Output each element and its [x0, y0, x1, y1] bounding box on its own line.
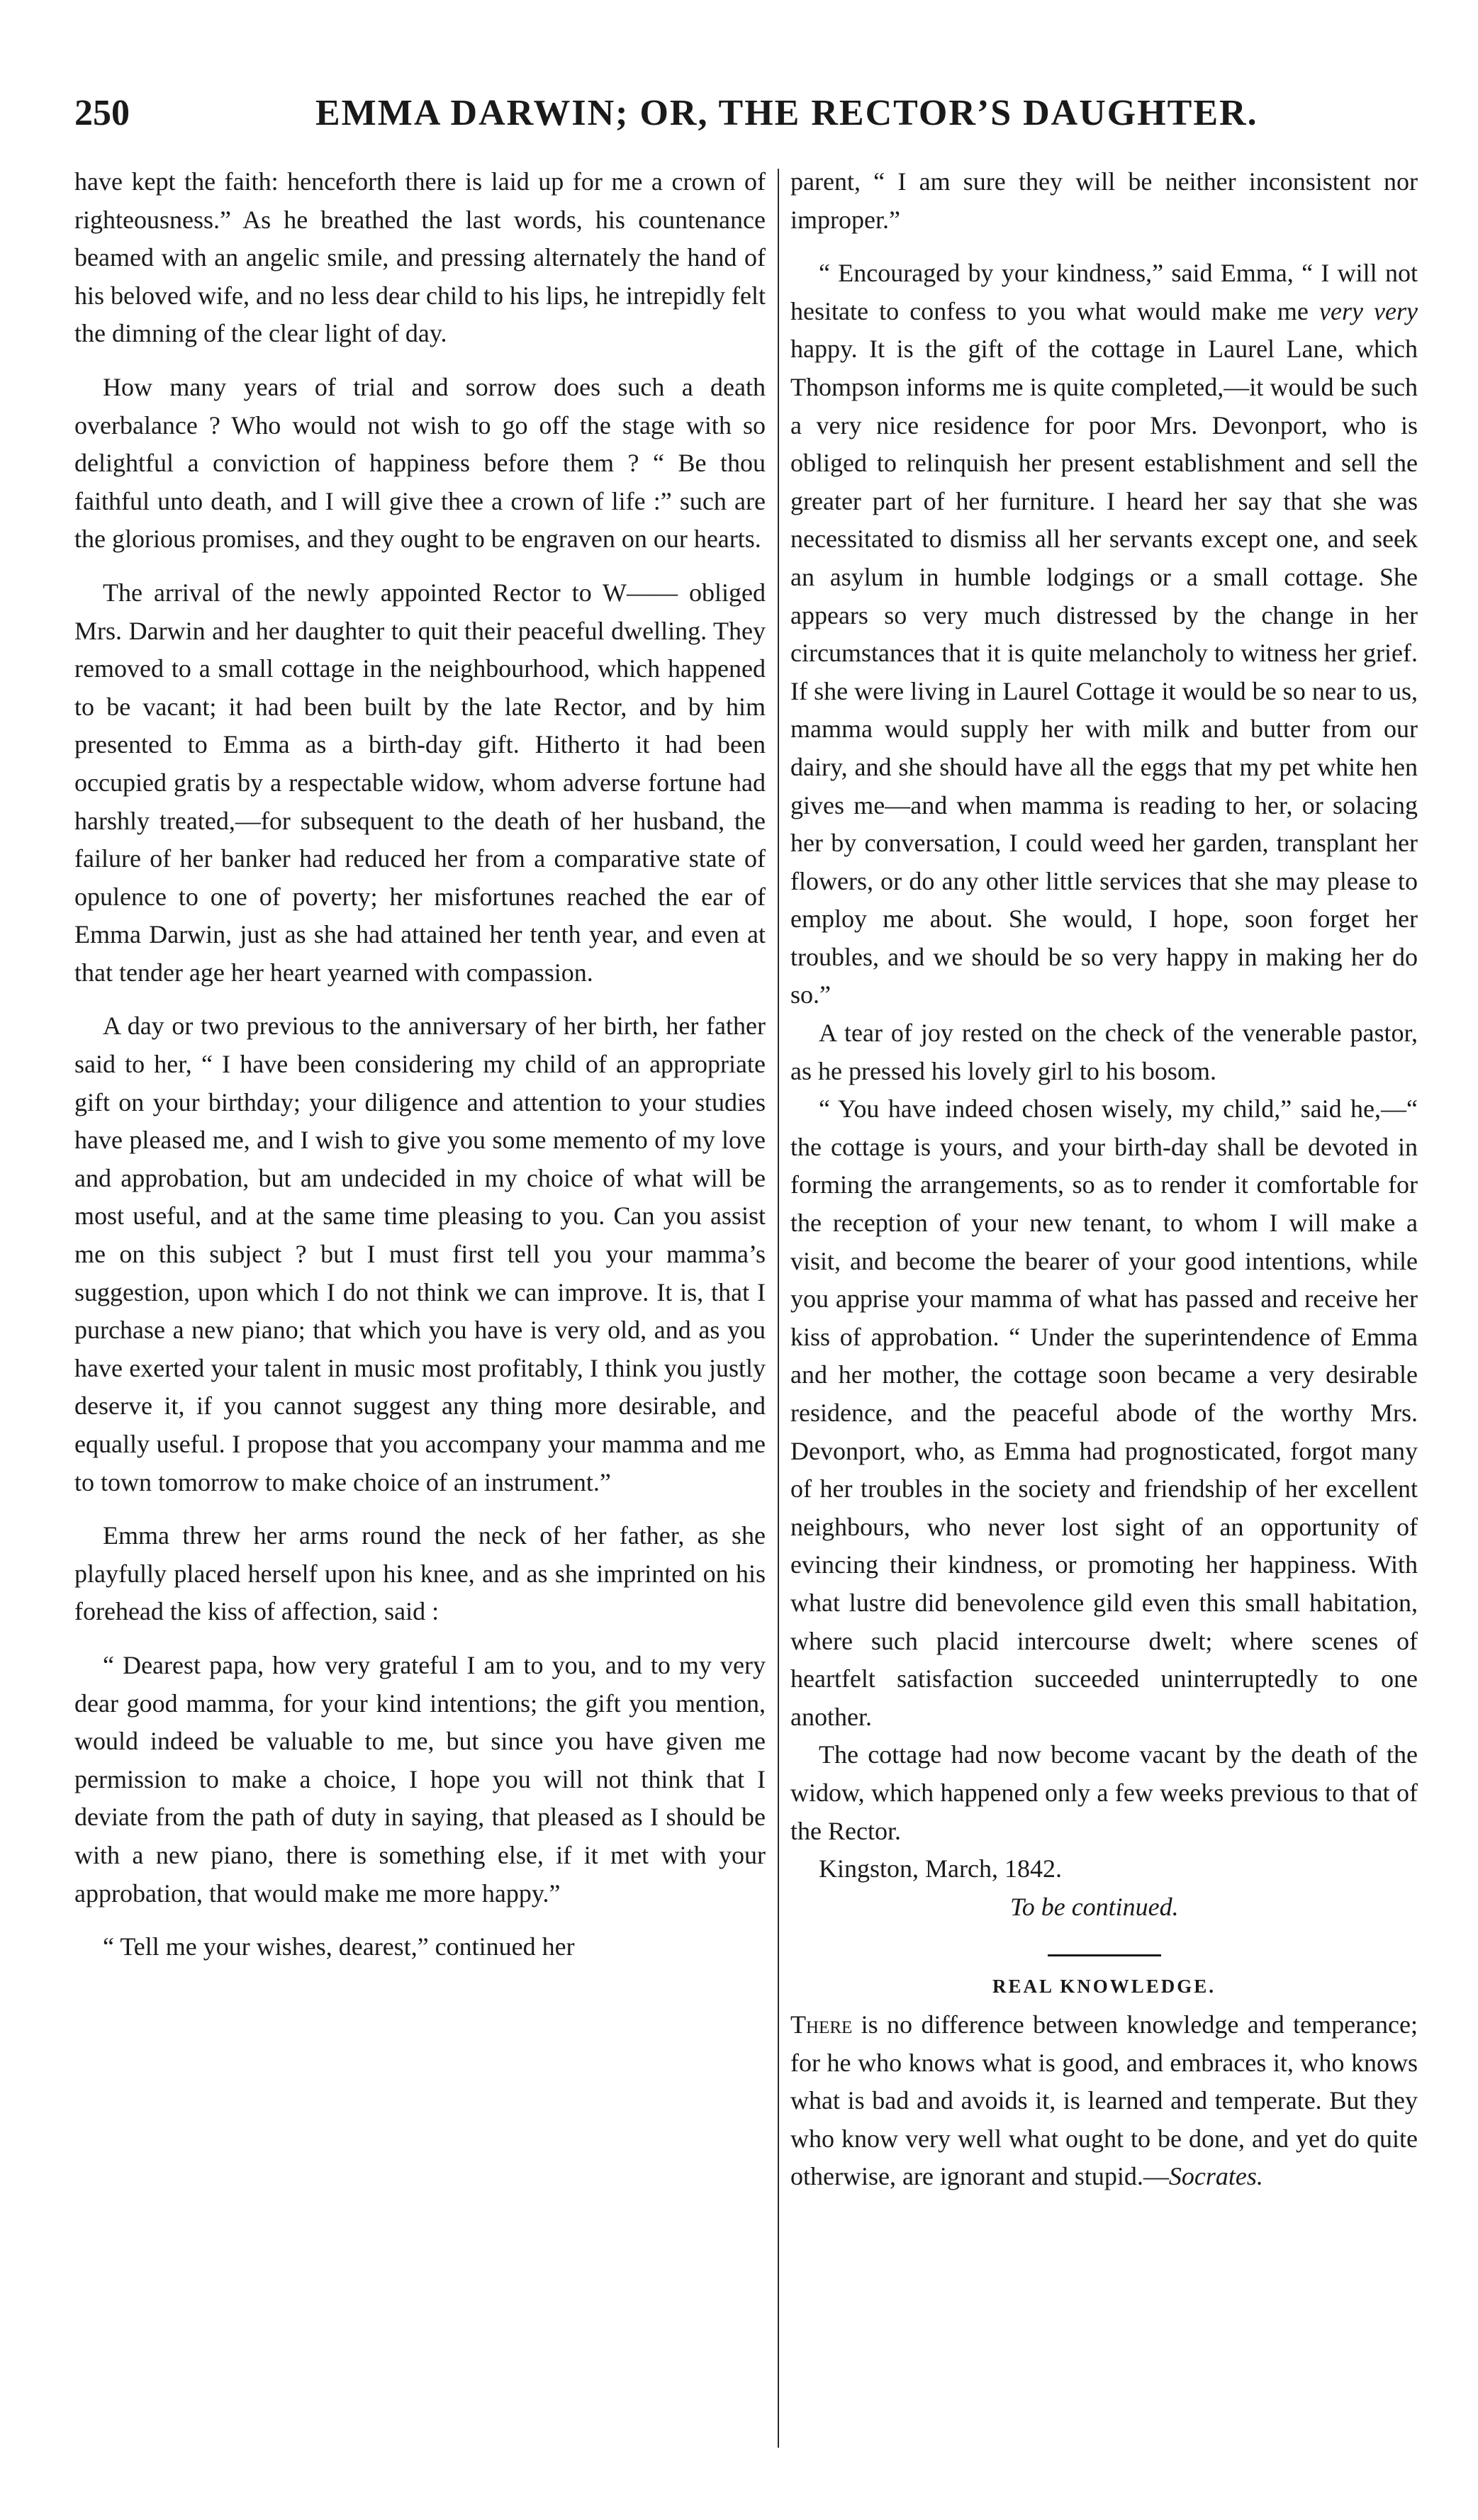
section-rule: [1048, 1954, 1161, 1956]
paragraph: Emma threw her arms round the neck of her father, as she playfully placed herself upon his knee, and as she imprinted on his forehead the kiss of affection, said :: [74, 1521, 766, 1626]
paragraph: A tear of joy rested on the check of the venerable pastor, as he pressed his lovely girl to his bosom.: [790, 1019, 1418, 1085]
right-column: [790, 163, 1418, 2196]
column-divider: [778, 169, 779, 2448]
paragraph: The arrival of the newly appointed Rector to W—— obliged Mrs. Darwin and her daughter to quit their peaceful dwelling. They removed to a small cottage in the neighbourhood, which happened to be vacant; it had been built by the late Rector, and by him presented to Emma as a birth-day gift. Hitherto it had been occupied gratis by a respectable widow, whom adverse fortune had harshly treated,—for subsequent to the death of her husband, the failure of her banker had reduced her from a comparative state of opulence to one of poverty; her misfortunes reached the ear of Emma Darwin, just as she had attained her tenth year, and even at that tender age her heart yearned with compassion.: [74, 578, 766, 987]
paragraph: [790, 2006, 1418, 2196]
paragraph: “ Tell me your wishes, dearest,” continued her: [103, 1932, 575, 1961]
continued-note: To be continued.: [1010, 1892, 1179, 1921]
paragraph: “ Dearest papa, how very grateful I am to you, and to my very dear good mamma, for your kind intentions; the gift you mention, would indeed be valuable to me, but since you have given me permission to make a choice, I hope you will not think that I deviate from the path of duty in saying, that pleased as I should be with a new piano, there is something else, if it met with your approbation, that would make me more happy.”: [74, 1650, 766, 1908]
running-title: EMMA DARWIN; OR, THE RECTOR’S DAUGHTER.: [315, 93, 1258, 133]
book-page: [74, 64, 1418, 2474]
paragraph: The cottage had now become vacant by the death of the widow, which happened only a few weeks previous to that of the Rector.: [790, 1740, 1418, 1845]
lead-word: There: [790, 2010, 853, 2039]
paragraph-text: “ Encouraged by your kindness,” said Emma, “ I will not hesitate to confess to you what would make me: [790, 259, 1418, 325]
page-header: [74, 92, 1418, 156]
paragraph: A day or two previous to the anniversary of her birth, her father said to her, “ I have been considering my child of an appropriate gift on your birthday; your diligence and attention to your studies have pleased me, and I wish to give you some memento of my love and approbation, but am undecided in my choice of what will be most useful, and at the same time pleasing to you. Can you assist me on this subject ? but I must first tell you your mamma’s suggestion, upon which I do not think we can improve. It is, that I purchase a new piano; that which you have is very old, and as you have exerted your talent in music most profitably, I think you justly deserve it, if you cannot suggest any thing more desirable, and equally useful. I propose that you accompany your mamma and me to town tomorrow to make choice of an instrument.”: [74, 1012, 766, 1496]
left-column: [74, 163, 766, 1966]
paragraph: How many years of trial and sorrow does such a death overbalance ? Who would not wish to go off the stage with so delightful a conviction of happiness before them ? “ Be thou faithful unto death, and I will give thee a crown of life :” such are the glorious promises, and they ought to be engraven on our hearts.: [74, 372, 766, 554]
page-number: 250: [74, 93, 130, 133]
paragraph: parent, “ I am sure they will be neither inconsistent nor improper.”: [790, 167, 1418, 234]
paragraph-text: is no difference between knowledge and temperance; for he who knows what is good, and embraces it, who knows what is bad and avoids it, is learned and temperate. But they who know very well what ought to be done, and yet do quite otherwise, are ignorant and stupid.—: [790, 2010, 1418, 2191]
paragraph: have kept the faith: henceforth there is laid up for me a crown of righteousness.” As he breathed the last words, his countenance beamed with an angelic smile, and pressing alternately the hand of his beloved wife, and no less dear child to his lips, he intrepidly felt the dimning of the clear light of day.: [74, 167, 766, 348]
dateline: Kingston, March, 1842.: [819, 1854, 1062, 1883]
paragraph: [790, 254, 1418, 1014]
paragraph: “ You have indeed chosen wisely, my child,” said he,—“ the cottage is yours, and your birth-day shall be devoted in forming the arrangements, so as to render it comfortable for the reception of your new tenant, to whom I will make a visit, and become the bearer of your good intentions, while you apprise your mamma of what has passed and receive her kiss of approbation. “ Under the superintendence of Emma and her mother, the cottage soon became a very desirable residence, and the peaceful abode of the worthy Mrs. Devonport, who, as Emma had prognosticated, forgot many of her troubles in the society and friendship of her excellent neighbours, who never lost sight of an opportunity of evincing their kindness, or promoting her happiness. With what lustre did benevolence gild even this small habitation, where such placid intercourse dwelt; where scenes of heartfelt satisfaction succeeded uninterruptedly to one another.: [790, 1094, 1418, 1731]
section-heading: REAL KNOWLEDGE.: [992, 1976, 1216, 1998]
emphasis-text: very very: [1319, 296, 1418, 325]
attribution: Socrates.: [1168, 2162, 1263, 2191]
paragraph-text: happy. It is the gift of the cottage in Laurel Lane, which Thompson informs me is quite completed,—it would be such a very nice residence for poor Mrs. Devonport, who is obliged to relinquish her present establishment and sell the greater part of her furniture. I heard her say that she was necessitated to dismiss all her servants except one, and seek an asylum in humble lodgings or a small cottage. She appears so very much distressed by the change in her circumstances that it is quite melancholy to witness her grief. If she were living in Laurel Cottage it would be so near to us, mamma would supply her with milk and butter from our dairy, and she should have all the eggs that my pet white hen gives me—and when mamma is reading to her, or solacing her by conversation, I could weed her garden, transplant her flowers, or do any other little services that she may please to employ me about. She would, I hope, soon forget her troubles, and we should be so very happy in making her do so.”: [790, 335, 1418, 1009]
